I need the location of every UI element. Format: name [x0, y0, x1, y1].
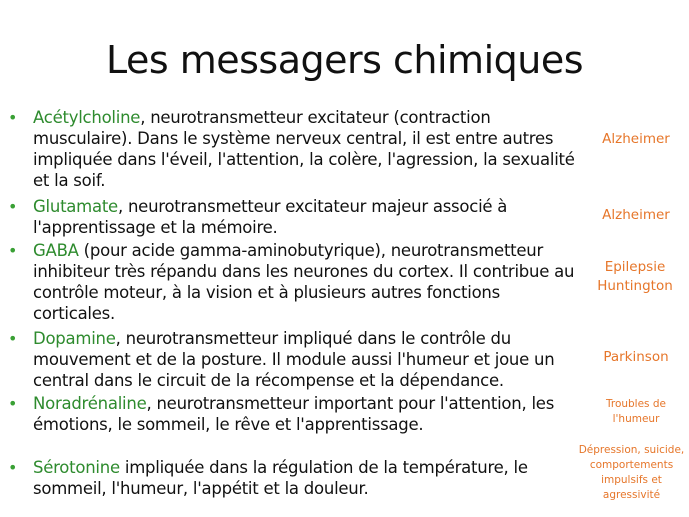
- list-item-dopamine: [8, 328, 583, 391]
- item-text: [33, 393, 583, 435]
- bullet-icon: •: [8, 108, 18, 127]
- note-troubles-humeur: [583, 397, 689, 427]
- note-alzheimer-1: Alzheimer: [602, 131, 670, 147]
- item-description: , neurotransmetteur excitateur majeur associé à l'apprentissage et la mémoire.: [33, 197, 508, 237]
- item-term: GABA: [33, 241, 79, 260]
- list-item-gaba: [8, 240, 583, 324]
- item-description: (pour acide gamma-aminobutyrique), neurotransmetteur inhibiteur très répandu dans les neurones du cortex. Il contribue au contrôle moteur, à la vision et à plusieurs autres fonctions corticales.: [33, 241, 575, 323]
- list-item-acetylcholine: [8, 107, 583, 191]
- bullet-icon: •: [8, 241, 18, 260]
- item-term: Sérotonine: [33, 458, 120, 477]
- note-parkinson: Parkinson: [603, 349, 669, 365]
- item-text: [33, 457, 583, 499]
- item-term: Acétylcholine: [33, 108, 141, 127]
- item-description: , neurotransmetteur excitateur (contraction musculaire). Dans le système nerveux central, il est entre autres impliquée dans l'éveil, l'attention, la colère, l'agression, la sexualité et la soif.: [33, 108, 575, 190]
- item-text: [33, 107, 583, 191]
- item-text: [33, 328, 583, 391]
- bullet-icon: •: [8, 394, 18, 413]
- note-line: Dépression, suicide,: [578, 444, 685, 456]
- item-description: , neurotransmetteur important pour l'attention, les émotions, le sommeil, le rêve et l'apprentissage.: [33, 394, 555, 434]
- note-line: Troubles de: [605, 398, 666, 410]
- note-alzheimer-2: Alzheimer: [602, 207, 670, 223]
- bullet-icon: •: [8, 197, 18, 216]
- item-term: Dopamine: [33, 329, 116, 348]
- item-description: impliquée dans la régulation de la température, le sommeil, l'humeur, l'appétit et la douleur.: [33, 458, 528, 498]
- bullet-icon: •: [8, 458, 18, 477]
- bullet-icon: •: [8, 329, 18, 348]
- note-line: agressivité: [602, 489, 661, 501]
- item-description: , neurotransmetteur impliqué dans le contrôle du mouvement et de la posture. Il module aussi l'humeur et joue un central dans le circuit de la récompense et la dépendance.: [33, 329, 555, 390]
- note-line: Huntington: [597, 278, 673, 294]
- note-line: impulsifs et: [601, 474, 662, 486]
- list-item-serotonine: [8, 457, 583, 499]
- list-item-glutamate: [8, 196, 583, 238]
- list-item-noradrenaline: [8, 393, 583, 435]
- item-term: Glutamate: [33, 197, 118, 216]
- item-text: [33, 196, 583, 238]
- note-line: Epilepsie: [604, 259, 666, 275]
- slide-title: Les messagers chimiques: [105, 38, 584, 82]
- item-term: Noradrénaline: [33, 394, 147, 413]
- note-line: l'humeur: [612, 413, 660, 425]
- note-epilepsie-huntington: [580, 258, 689, 296]
- item-text: [33, 240, 583, 324]
- note-depression: [574, 443, 689, 503]
- note-line: comportements: [589, 459, 674, 471]
